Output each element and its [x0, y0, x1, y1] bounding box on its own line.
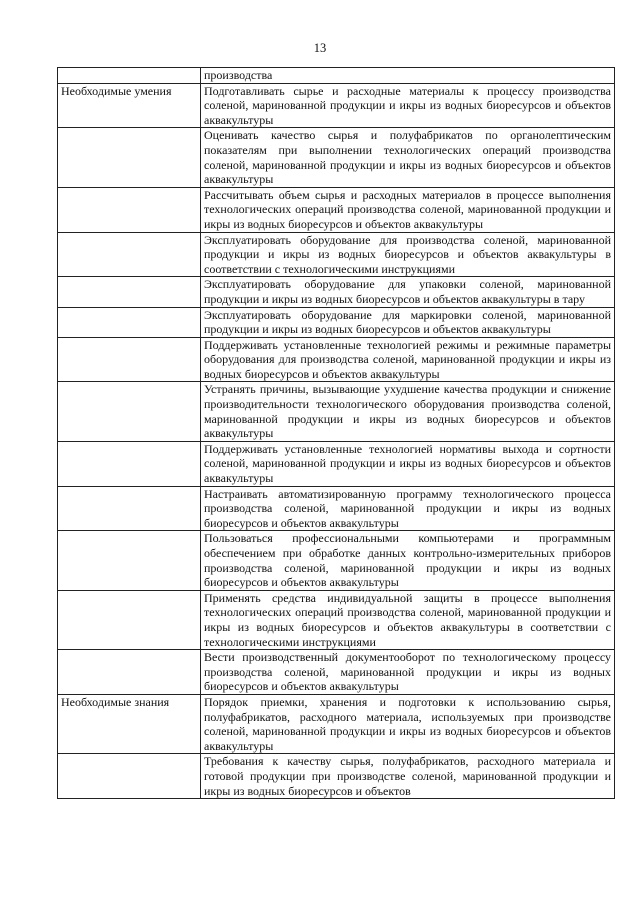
row-label: Необходимые умения: [58, 83, 201, 128]
table-row: [58, 694, 615, 753]
row-text: Порядок приемки, хранения и подготовки к использованию сырья, полуфабрикатов, расходного материала, используемых при производстве соленой, маринованной продукции и икры из водных биоресурсов и объектов аквакультуры: [201, 694, 615, 753]
table-row: [58, 307, 615, 337]
row-text: Настраивать автоматизированную программу технологического процесса производства соленой, маринованной продукции и икры из водных биоресурсов и объектов аквакультуры: [201, 486, 615, 531]
row-text: производства: [201, 68, 615, 84]
row-text: Эксплуатировать оборудование для маркировки соленой, маринованной продукции и икры из водных биоресурсов и объектов аквакультуры: [201, 307, 615, 337]
row-text: Требования к качеству сырья, полуфабрикатов, расходного материала и готовой продукции при производстве соленой, маринованной продукции и икры из водных биоресурсов и объектов: [201, 754, 615, 799]
row-label: [58, 68, 201, 84]
table-row: [58, 531, 615, 590]
row-label: [58, 307, 201, 337]
table-row: [58, 337, 615, 382]
row-label: [58, 128, 201, 187]
row-label: [58, 232, 201, 277]
row-label: [58, 650, 201, 695]
row-label: [58, 590, 201, 649]
table-row: [58, 83, 615, 128]
row-text: Эксплуатировать оборудование для упаковки соленой, маринованной продукции и икры из водных биоресурсов и объектов аквакультуры в тару: [201, 277, 615, 307]
table-row: [58, 68, 615, 84]
row-label: Необходимые знания: [58, 694, 201, 753]
table-row: [58, 486, 615, 531]
row-text: Устранять причины, вызывающие ухудшение качества продукции и снижение производительности технологического оборудования производства соленой, маринованной продукции и икры из водных биоресурсов и объектов аквакультуры: [201, 382, 615, 441]
row-text: Поддерживать установленные технологией нормативы выхода и сортности соленой, маринованной продукции и икры из водных биоресурсов и объектов аквакультуры: [201, 441, 615, 486]
table-row: [58, 232, 615, 277]
row-text: Оценивать качество сырья и полуфабрикатов по органолептическим показателям при выполнении технологических операций производства соленой, маринованной продукции и икры из водных биоресурсов и объектов аквакультуры: [201, 128, 615, 187]
table-row: [58, 277, 615, 307]
table-row: [58, 754, 615, 799]
row-text: Поддерживать установленные технологией режимы и режимные параметры оборудования для производства соленой, маринованной продукции и икры из водных биоресурсов и объектов аквакультуры: [201, 337, 615, 382]
row-text: Пользоваться профессиональными компьютерами и программным обеспечением при обработке данных контрольно-измерительных приборов производства соленой, маринованной продукции и икры из водных биоресурсов и объектов аквакультуры: [201, 531, 615, 590]
row-text: Вести производственный документооборот по технологическому процессу производства соленой, маринованной продукции и икры из водных биоресурсов и объектов аквакультуры: [201, 650, 615, 695]
table-row: [58, 382, 615, 441]
row-label: [58, 754, 201, 799]
row-label: [58, 441, 201, 486]
row-label: [58, 486, 201, 531]
row-text: Подготавливать сырье и расходные материалы к процессу производства соленой, маринованной продукции и икры из водных биоресурсов и объектов аквакультуры: [201, 83, 615, 128]
page-number: 13: [313, 41, 327, 55]
row-label: [58, 531, 201, 590]
row-text: Эксплуатировать оборудование для производства соленой, маринованной продукции и икры из водных биоресурсов и объектов аквакультуры в соответствии с технологическими инструкциями: [201, 232, 615, 277]
row-label: [58, 337, 201, 382]
row-text: Применять средства индивидуальной защиты в процессе выполнения технологических операций производства соленой, маринованной продукции и икры из водных биоресурсов и объектов аквакультуры в соответствии с технологическими инструкциями: [201, 590, 615, 649]
table-row: [58, 441, 615, 486]
row-label: [58, 277, 201, 307]
table-row: [58, 650, 615, 695]
table-row: [58, 187, 615, 232]
table-row: [58, 128, 615, 187]
row-label: [58, 382, 201, 441]
row-label: [58, 187, 201, 232]
row-text: Рассчитывать объем сырья и расходных материалов в процессе выполнения технологических операций производства соленой, маринованной продукции и икры из водных биоресурсов и объектов аквакультуры: [201, 187, 615, 232]
requirements-table: [57, 67, 615, 799]
table-row: [58, 590, 615, 649]
